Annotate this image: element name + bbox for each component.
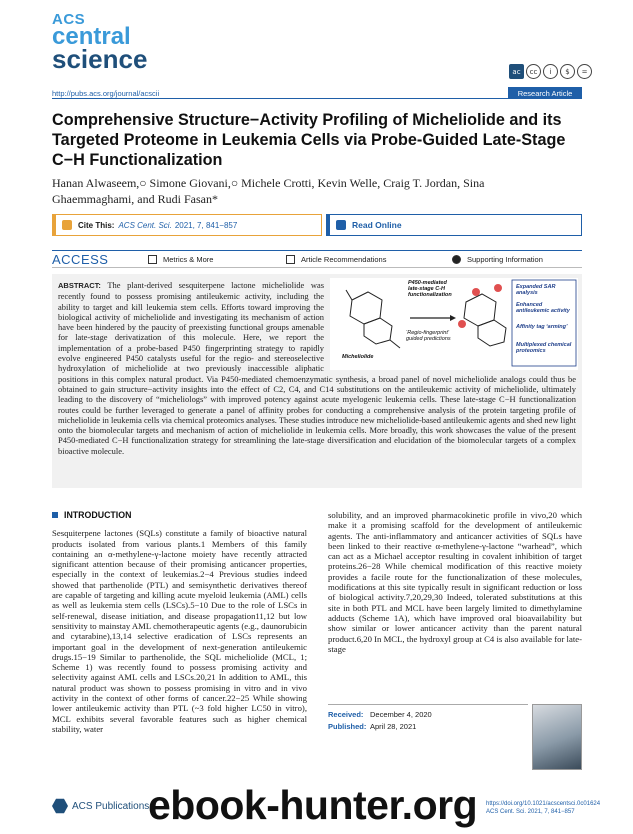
supporting-info-button[interactable]: [452, 255, 543, 264]
access-label: ACCESS: [52, 251, 109, 267]
article-type-badge: Research Article: [508, 87, 582, 99]
header-divider: [52, 98, 508, 99]
read-online-icon: [336, 220, 346, 230]
logo-line-2: central: [52, 23, 131, 50]
access-bar: [52, 250, 582, 268]
license-icons: [509, 64, 592, 79]
acs-open-icon: ac: [509, 64, 524, 79]
arrow-label: P450-mediated late-stage C-H functionalization: [408, 280, 452, 298]
publisher-logo: [52, 798, 149, 814]
nd-icon: =: [577, 64, 592, 79]
cite-journal-link[interactable]: ACS Cent. Sci.: [118, 220, 172, 230]
metrics-button[interactable]: [148, 255, 213, 264]
journal-url-link[interactable]: http://pubs.acs.org/journal/acscii: [52, 89, 160, 98]
section-heading: [52, 510, 307, 520]
outcome-3: Affinity tag ‘arming’: [516, 324, 568, 330]
si-icon: [452, 255, 461, 264]
author-list: Hanan Alwaseem,○ Simone Giovani,○ Michele Crotti, Kevin Welle, Craig T. Jordan, Sina Ghaemmaghami, and Rudi Fasan*: [52, 176, 485, 206]
article-title: Comprehensive Structure−Activity Profiling of Micheliolide and its Targeted Proteome in Leukemia Cells via Probe-Guided Late-Stage C−H Functionalization: [52, 111, 566, 169]
section-square-icon: [52, 512, 58, 518]
acs-hex-icon: [52, 798, 68, 814]
abstract-body: The plant-derived sesquiterpene lactone micheliolide was recently found to possess promising antileukemic activity, including the ability to target and kill leukemia stem cells. Efforts toward improving the biological activity of micheliolide and investigating its mechanism of action have been hindered by the paucity of preexisting functional groups amenable for late-stage derivatization of this molecule. Here, we report the implementation of a probe-based P450 fingerprinting strategy to rapidly evolve engineered P450 catalysts useful for the regio- and stereoselective hydroxylation of micheliolide at two previously inaccessible aliphatic positions in this complex natural product. Via P450-mediated chemoenzymatic synthesis, a broad panel of novel micheliolide analogs could thus be obtained to gain structure−activity insights into the effect of C2, C4, and C14 substitutions on the antileukemic activity of micheliolide, ultimately leading to the discovery of “micheliologs” with improved potency against acute myelogenic leukemia cells. These late-stage C−H functionalization routes could be further leveraged to generate a panel of affinity probes for conducting a comprehensive analysis of the protein targeting profile of micheliolide in leukemia cells via chemical proteomics analyses. These studies introduce new micheliolide-based antileukemic agents and shed new light onto the biomolecular targets and mechanism of action of micheliolide in leukemia cells. More broadly, this work showcases the value of the present P450-mediated C−H functionalization strategy for streamlining the late-stage diversification and elucidation of the biomolecular targets of a complex bioactive molecule.: [58, 280, 576, 456]
outcome-2: Enhanced antileukemic activity: [516, 302, 570, 314]
cite-details: 2021, 7, 841−857: [174, 220, 238, 230]
outcome-4: Multiplexed chemical proteomics: [516, 342, 572, 354]
supporting-label: Supporting Information: [467, 254, 543, 264]
dates-box: [328, 704, 528, 733]
publisher-name: ACS Publications: [72, 800, 150, 812]
cite-icon: [62, 220, 72, 230]
abstract-lead: ABSTRACT:: [58, 281, 101, 290]
read-online-button[interactable]: [326, 214, 582, 236]
journal-cover-thumbnail[interactable]: [532, 704, 582, 770]
read-online-label: Read Online: [352, 220, 402, 230]
cc-icon: cc: [526, 64, 541, 79]
published-label: Published:: [328, 722, 367, 731]
logo-line-1: ACS: [52, 11, 86, 28]
cite-this-box[interactable]: [52, 214, 322, 236]
body-column-right: [328, 510, 582, 654]
intro-paragraph-left: Sesquiterpene lactones (SQLs) constitute a family of bioactive natural products isolated from various plants.1 Members of this family containing an α-methylene-γ-lactone moiety have recently attracted significant attention because of their promising anticancer properties, especially in the context of leukemias.2−4 Previous studies indeed showed that parthenolide (PTL) and semisynthetic derivatives thereof are capable of targeting and killing acute myeloid leukemia (AML) cells as well as leukemia stem cells (LSCs).5−10 Due to the role of LSCs in self-renewal, disease initiation, and disease propagation11,12 but low sensitivity to mainstay AML chemotherapeutic agents (e.g., daunorubicin and cytarabine),13,14 selective eradication of LSCs represents an important goal in the development of next-generation antileukemic drugs.15−19 Similar to parthenolide, the SQL micheliolide (MCL, 1; Scheme 1) was recently found to possess promising activity and selectivity against AML cells and LSCs.20,21 In addition to AML, this natural product was shown to possess promising in vitro and in vivo activity in the context of other forms of cancer.22−25 While showing lower antileukemic activity than PTL (~3 fold higher LC50 in vitro), MCL exhibits several favorable features such as higher chemical stability, water: [52, 528, 307, 734]
footer-doi-link[interactable]: https://doi.org/10.1021/acscentsci.0c01624 ACS Cent. Sci. 2021, 7, 841−857: [486, 801, 601, 815]
published-date: April 28, 2021: [370, 722, 417, 731]
by-icon: i: [543, 64, 558, 79]
logo-line-3: science: [52, 44, 148, 74]
molecule-name: Micheliolide: [342, 354, 374, 360]
abstract-text: [58, 280, 576, 456]
section-heading-label: INTRODUCTION: [64, 510, 132, 520]
received-date: December 4, 2020: [370, 710, 432, 719]
cite-label: Cite This:: [78, 220, 115, 230]
body-column-left: [52, 510, 307, 734]
list-icon: [286, 255, 295, 264]
watermark-text: ebook-hunter.org: [148, 782, 478, 828]
outcome-1: Expanded SAR analysis: [516, 284, 556, 296]
recommendations-label: Article Recommendations: [301, 254, 387, 264]
nc-icon: $: [560, 64, 575, 79]
abstract-box: [52, 274, 582, 488]
intro-paragraph-right: solubility, and an improved pharmacokinetic profile in vivo,20 which make it a promising scaffold for the development of antileukemic agents. The anti-inflammatory and anticancer activities of SQLs have been linked to their reactive α-methylene-γ-lactone “warhead”, which can act as a Michael acceptor resulting in covalent inhibition of target proteins.26−28 While chemical modification of this reactive moiety provides a facile route for the functionalization of these molecules, modifications at this site typically result in significant reduction or loss of biological activity.7,20,29,30 Indeed, tolerated substitutions at this site in both PTL and MCL have been largely limited to dimethylamine adducts (Scheme 1A), which have improved oral bioavailability but show similar or lower anticancer activity than the parent natural product.6,20 In MCL, the hydroxyl group at C4 is also available for late-stage: [328, 510, 582, 654]
journal-logo: [52, 11, 172, 74]
received-label: Received:: [328, 710, 364, 719]
metrics-label: Metrics & More: [163, 254, 214, 264]
guide-label: ‘Regio-fingerprint’ guided predictions: [406, 330, 451, 342]
bar-chart-icon: [148, 255, 157, 264]
recommendations-button[interactable]: [286, 255, 386, 264]
